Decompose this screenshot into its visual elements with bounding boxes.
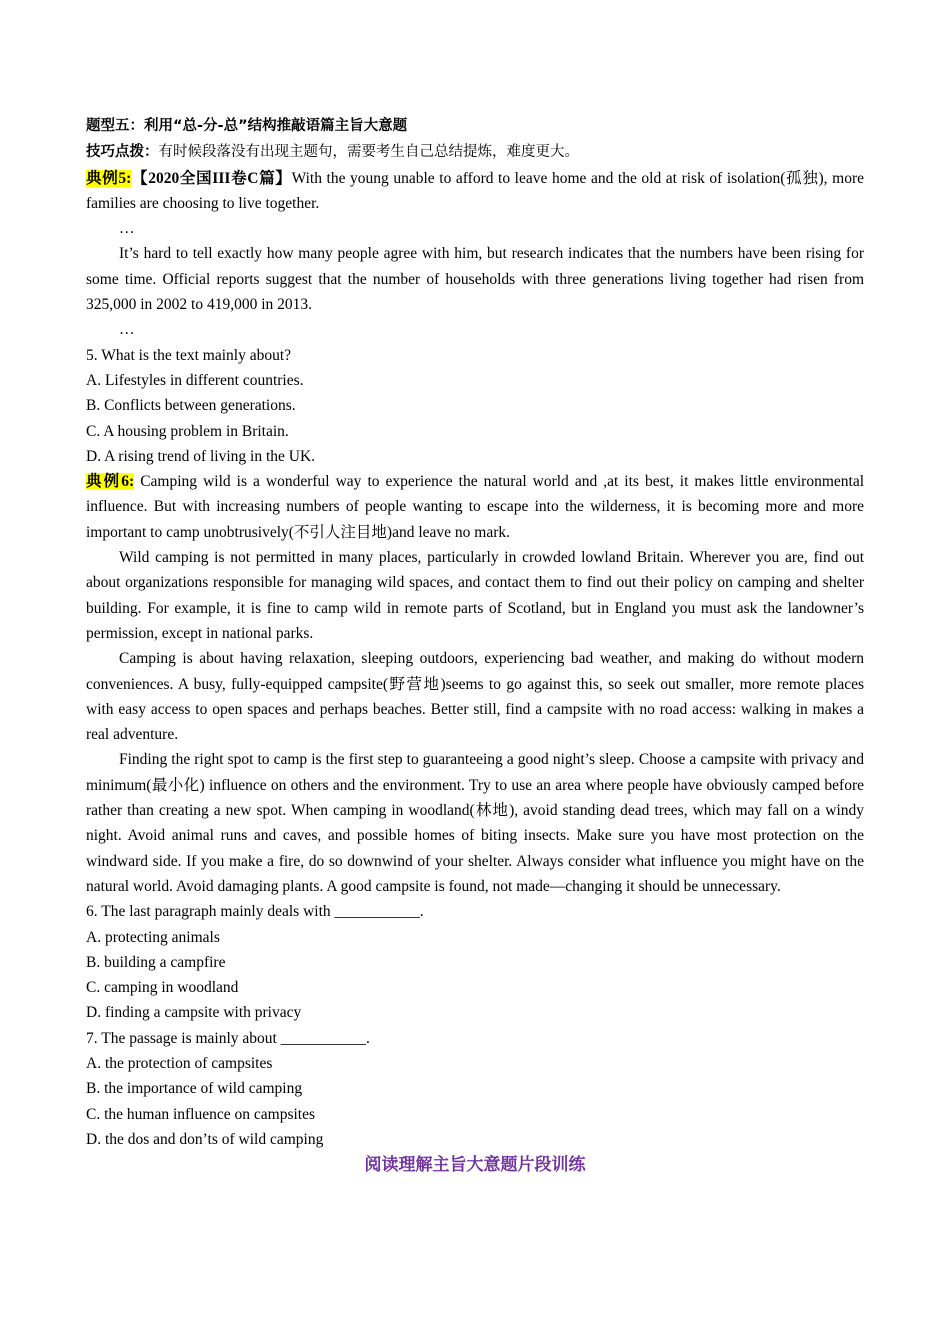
option-7b: B. the importance of wild camping (86, 1080, 303, 1098)
option-7a: A. the protection of campsites (86, 1054, 273, 1072)
option-5a: A. Lifestyles in different countries. (86, 371, 304, 389)
ellipsis: … (119, 220, 135, 238)
option-5b: B. Conflicts between generations. (86, 397, 296, 415)
example6-p1-text: Camping wild is a wonderful way to experience the natural world and ,at its best, it makes little environmental influence. But with increasing numbers of people wanting to escape into the wilderness, it is becoming more and more important to camp unobtrusively(不引人注目地)and leave no mark. (86, 473, 864, 541)
option-6c: C. camping in woodland (86, 979, 239, 997)
option-7d: D. the dos and don’ts of wild camping (86, 1130, 324, 1148)
option-6d: D. finding a campsite with privacy (86, 1004, 302, 1022)
example5-intro (86, 166, 864, 217)
tip-line (86, 139, 864, 165)
example5-source: 【2020全国III卷C篇】 (131, 169, 292, 187)
document-page (86, 114, 864, 1178)
option-7c: C. the human influence on campsites (86, 1105, 315, 1123)
option-5d: D. A rising trend of living in the UK. (86, 447, 316, 465)
example6-paragraph-1 (86, 469, 864, 545)
tip-text: 有时候段落没有出现主题句，需要考生自己总结提炼，难度更大。 (158, 144, 579, 161)
ellipsis: … (119, 321, 135, 339)
example5-label: 典例5: (86, 169, 132, 187)
tip-label: 技巧点拨： (86, 144, 159, 161)
question-7: 7. The passage is mainly about ___________. (86, 1029, 370, 1047)
example6-paragraph-4: Finding the right spot to camp is the first step to guaranteeing a good night’s sleep. Choose a campsite with privacy and minimum(最小化) influence on others and the environment. Try to use an area where people have obviously camped before rather than creating a new spot. When camping in woodland(林地), avoid standing dead trees, which may fall on a windy night. Avoid animal runs and caves, and possible homes of biting insects. Make sure you have most protection on the windward side. If you make a fire, do so downwind of your shelter. Always consider what influence you might have on the natural world. Avoid damaging plants. A good campsite is found, not made—changing it should be unnecessary. (86, 751, 864, 895)
question-type-heading: 题型五：利用“总-分-总”结构推敲语篇主旨大意题 (86, 118, 408, 134)
example6-paragraph-2: Wild camping is not permitted in many places, particularly in crowded lowland Britain. Wherever you are, find out about organizations responsible for managing wild spaces, and contact them to find out their policy on camping and shelter building. For example, it is fine to camp wild in remote parts of Scotland, but in England you must ask the landowner’s permission, except in national parks. (86, 549, 864, 642)
example5-paragraph: It’s hard to tell exactly how many people agree with him, but research indicates that the numbers have been rising for some time. Official reports suggest that the number of households with three generations living together had risen from 325,000 in 2002 to 419,000 in 2013. (86, 245, 864, 314)
option-5c: C. A housing problem in Britain. (86, 422, 289, 440)
option-6a: A. protecting animals (86, 928, 220, 946)
question-5: 5. What is the text mainly about? (86, 346, 292, 364)
example6-label: 典例6: (86, 473, 135, 491)
option-6b: B. building a campfire (86, 953, 226, 971)
example5-intro-text: With the young unable to afford to leave home and the old at risk of isolation(孤独), more families are choosing to live together. (86, 169, 864, 212)
example6-paragraph-3: Camping is about having relaxation, sleeping outdoors, experiencing bad weather, and making do without modern conveniences. A busy, fully-equipped campsite(野营地)seems to go against this, so seek out smaller, more remote places with easy access to open spaces and perhaps beaches. Better still, find a campsite with no road access: walking in makes a real adventure. (86, 650, 864, 744)
footer-title: 阅读理解主旨大意题片段训练 (364, 1155, 586, 1176)
question-6: 6. The last paragraph mainly deals with ___________. (86, 903, 424, 921)
